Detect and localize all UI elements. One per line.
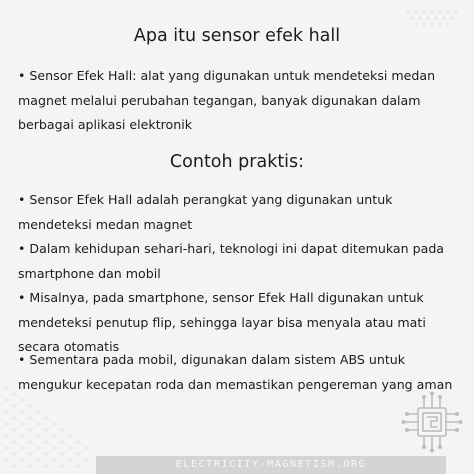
example-item-1 [18,188,466,237]
example-line: • Dalam kehidupan sehari-hari, teknologi ini dapat ditemukan pada [18,241,445,256]
example-item-4 [18,348,466,397]
intro-line: magnet melalui perubahan tegangan, banyak digunakan dalam [18,92,421,108]
circuit-chip-icon [400,390,464,454]
footer-site-text: ELECTRICITY-MAGNETISM.ORG [175,459,367,470]
intro-line: berbagai aplikasi elektronik [18,117,193,132]
example-line: mengukur kecepatan roda dan memastikan pengereman yang aman [18,376,453,392]
page-title: Apa itu sensor efek hall [133,26,341,46]
example-line: • Sensor Efek Hall adalah perangkat yang digunakan untuk [18,192,393,207]
example-line: smartphone dan mobil [18,265,161,281]
footer-site-banner [96,456,446,474]
example-line: • Misalnya, pada smartphone, sensor Efek Hall digunakan untuk [18,290,424,305]
section-title: Contoh praktis: [169,152,305,172]
example-item-2 [18,237,466,286]
example-line: mendeteksi penutup flip, sehingga layar bisa menyala atau mati [18,314,426,330]
intro-bullet [18,64,466,138]
example-line: • Sementara pada mobil, digunakan dalam sistem ABS untuk [18,352,406,367]
intro-line: • Sensor Efek Hall: alat yang digunakan untuk mendeteksi medan [18,68,436,83]
example-line: mendeteksi medan magnet [18,216,193,232]
example-line: secara otomatis [18,339,120,354]
